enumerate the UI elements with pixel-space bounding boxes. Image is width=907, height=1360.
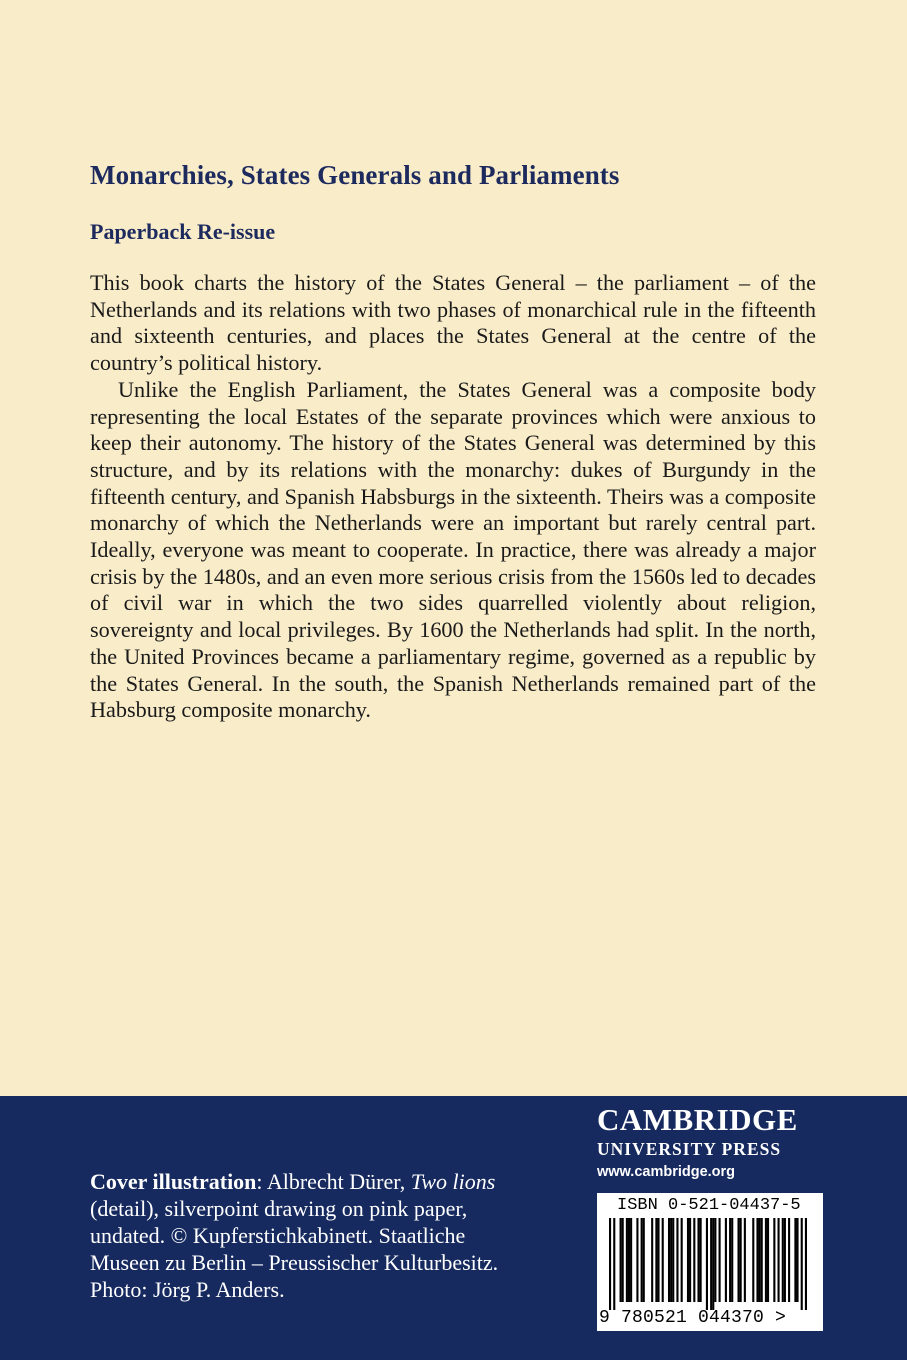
barcode-bar (744, 1218, 746, 1302)
blurb (90, 270, 816, 724)
barcode-bar (714, 1218, 716, 1302)
barcode-bar (651, 1218, 653, 1302)
barcode-bar (756, 1218, 758, 1302)
barcode-bar (784, 1218, 786, 1302)
publisher-website: www.cambridge.org (597, 1164, 736, 1180)
publisher-name: CAMBRIDGE (597, 1102, 798, 1137)
barcode-bar (782, 1218, 784, 1302)
barcode-bar (759, 1218, 761, 1302)
barcode-bar (689, 1218, 691, 1302)
barcode-bar (719, 1218, 721, 1302)
barcode-bar (788, 1218, 790, 1302)
barcode-bar (710, 1218, 712, 1310)
barcode-bar (693, 1218, 695, 1302)
barcode-bar (609, 1218, 611, 1310)
barcode-bar (681, 1218, 683, 1302)
barcode-bar (778, 1218, 780, 1302)
barcode-bar (643, 1218, 645, 1302)
barcode-bar (725, 1218, 727, 1302)
barcode-bar (731, 1218, 733, 1302)
barcode-bar (697, 1218, 699, 1302)
barcode-bar (662, 1218, 664, 1302)
barcode-icon (609, 1218, 807, 1310)
barcode-bar (805, 1218, 807, 1310)
barcode-bar (740, 1218, 742, 1302)
credit-artwork-title: Two lions (410, 1169, 496, 1194)
book-title: Monarchies, States Generals and Parliaments (90, 160, 620, 190)
publisher-subtitle: UNIVERSITY PRESS (597, 1139, 782, 1159)
barcode-bar (676, 1218, 678, 1302)
barcode-bar (706, 1218, 708, 1310)
barcode-bar (765, 1218, 767, 1302)
barcode-bar (657, 1218, 659, 1302)
barcode-bar (668, 1218, 670, 1302)
isbn-label: ISBN 0-521-04437-5 (617, 1196, 801, 1215)
barcode-bar (796, 1218, 798, 1302)
credit-text-after: (detail), silverpoint drawing on pink paper, undated. © Kupferstichkabinett. Staatliche Museen zu Berlin – Preussischer Kulturbesitz. Photo: Jörg P. Anders. (90, 1196, 499, 1302)
barcode-bar (641, 1218, 643, 1302)
barcode-bar (773, 1218, 775, 1302)
barcode-bar (729, 1218, 731, 1302)
barcode-bar (620, 1218, 622, 1302)
ean-digits: 9 780521 044370 > (599, 1308, 787, 1328)
blurb-paragraph: This book charts the history of the States General – the parliament – of the Netherlands and its relations with two phases of monarchical rule in the fifteenth and sixteenth centuries, and places the States General at the centre of the country’s political history. (90, 270, 816, 376)
barcode-bar (636, 1218, 638, 1302)
barcode-bar (761, 1218, 763, 1302)
blurb-paragraph: Unlike the English Parliament, the States General was a composite body representing the local Estates of the separate provinces which were anxious to keep their autonomy. The history of the States General was determined by this structure, and by its relations with the monarchy: dukes of Burgundy in the fifteenth century, and Spanish Habsburgs in the sixteenth. Theirs was a composite monarchy of which the Netherlands were an important but rarely central part. Ideally, everyone was meant to cooperate. In practice, there was already a major crisis by the 1480s, and an even more serious crisis from the 1560s led to decades of civil war in which the two sides quarrelled violently about religion, sovereignty and local privileges. By 1600 the Netherlands had split. In the north, the United Provinces became a parliamentary regime, governed as a republic by the States General. In the south, the Spanish Netherlands remained part of the Habsburg composite monarchy. (90, 376, 816, 723)
barcode-bar (687, 1218, 689, 1302)
barcode-bar (700, 1218, 702, 1302)
barcode-bar (737, 1218, 739, 1302)
barcode-bar (613, 1218, 615, 1310)
barcode-bar (630, 1218, 632, 1302)
barcode-bar (712, 1218, 714, 1310)
barcode-bar (670, 1218, 672, 1302)
barcode-bar (655, 1218, 657, 1302)
barcode-bar (622, 1218, 624, 1302)
barcode-bar (626, 1218, 628, 1302)
barcode-bar (767, 1218, 769, 1302)
cover-illustration-credit (90, 1168, 530, 1303)
barcode-box (597, 1193, 823, 1331)
barcode-bar (752, 1218, 754, 1302)
barcode-bar (628, 1218, 630, 1302)
barcode-bar (801, 1218, 803, 1310)
credit-separator: : (256, 1169, 267, 1194)
barcode-bar (672, 1218, 674, 1302)
credit-label: Cover illustration (90, 1169, 257, 1194)
book-subtitle: Paperback Re-issue (90, 219, 276, 244)
barcode-bar (794, 1218, 796, 1302)
credit-text-before: Albrecht Dürer, (266, 1169, 411, 1194)
